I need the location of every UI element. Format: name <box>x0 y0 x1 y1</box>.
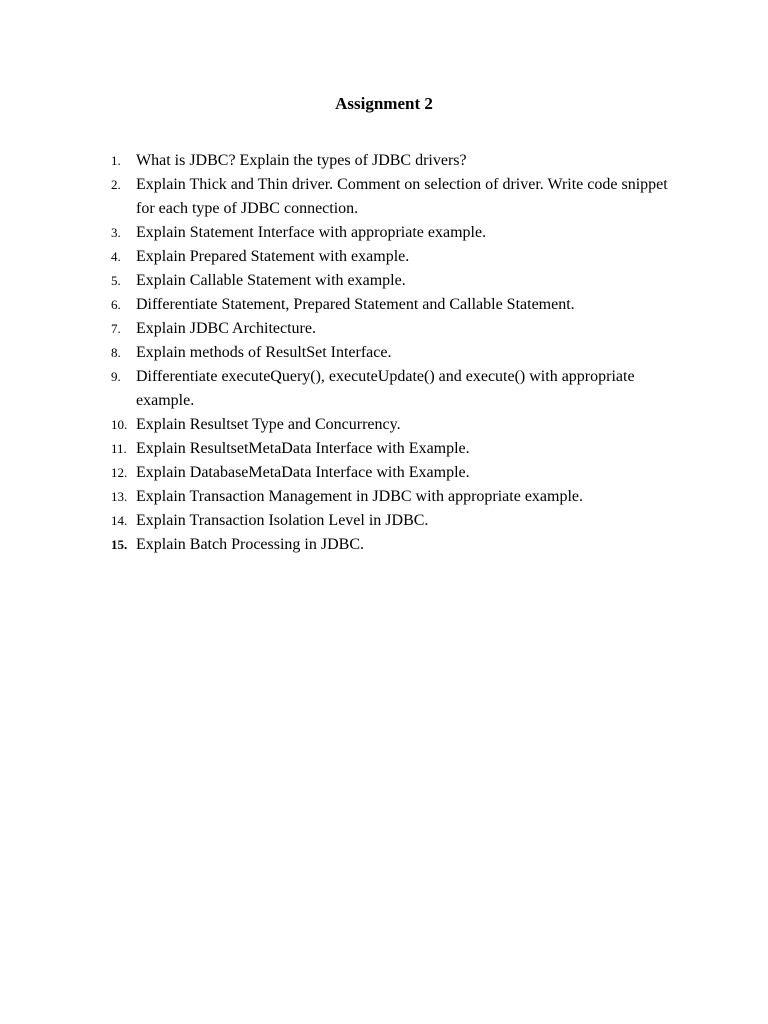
question-text: Explain Batch Processing in JDBC. <box>136 536 364 553</box>
list-item <box>111 533 691 557</box>
question-list <box>111 149 691 557</box>
list-item <box>111 293 691 317</box>
list-item <box>111 509 691 533</box>
question-number: 9. <box>111 369 121 384</box>
question-number: 11. <box>111 441 127 456</box>
question-number: 3. <box>111 225 121 240</box>
question-number: 1. <box>111 153 121 168</box>
list-item <box>111 173 681 221</box>
question-number: 8. <box>111 345 121 360</box>
question-text: Explain Transaction Isolation Level in JDBC. <box>136 512 429 529</box>
question-number: 10. <box>111 417 128 432</box>
question-text: Explain ResultsetMetaData Interface with Example. <box>136 440 470 457</box>
list-item <box>111 437 691 461</box>
question-number: 13. <box>111 489 128 504</box>
question-number: 5. <box>111 273 121 288</box>
question-text: Explain JDBC Architecture. <box>136 320 316 337</box>
question-text: Explain Callable Statement with example. <box>136 272 406 289</box>
list-item <box>111 269 691 293</box>
question-text: Explain Transaction Management in JDBC with appropriate example. <box>136 488 584 505</box>
question-text: Explain Prepared Statement with example. <box>136 248 410 265</box>
question-text: Explain methods of ResultSet Interface. <box>136 344 392 361</box>
question-text: Explain Thick and Thin driver. Comment on selection of driver. Write code snippet for each type of JDBC connection. <box>136 176 668 217</box>
list-item <box>111 341 691 365</box>
question-text: Explain Statement Interface with appropriate example. <box>136 224 487 241</box>
list-item <box>111 365 636 413</box>
question-text: What is JDBC? Explain the types of JDBC drivers? <box>136 152 467 169</box>
question-text: Explain DatabaseMetaData Interface with Example. <box>136 464 470 481</box>
question-number: 15. <box>111 537 128 552</box>
question-number: 7. <box>111 321 121 336</box>
list-item <box>111 485 691 509</box>
list-item <box>111 461 691 485</box>
list-item <box>111 413 691 437</box>
list-item <box>111 149 691 173</box>
list-item <box>111 221 691 245</box>
question-number: 2. <box>111 177 121 192</box>
question-number: 4. <box>111 249 121 264</box>
question-number: 6. <box>111 297 121 312</box>
question-text: Explain Resultset Type and Concurrency. <box>136 416 401 433</box>
list-item <box>111 317 691 341</box>
document-title: Assignment 2 <box>335 94 433 113</box>
question-text: Differentiate executeQuery(), executeUpdate() and execute() with appropriate example. <box>136 368 635 409</box>
question-number: 14. <box>111 513 128 528</box>
question-number: 12. <box>111 465 128 480</box>
question-text: Differentiate Statement, Prepared Statement and Callable Statement. <box>136 296 575 313</box>
list-item <box>111 245 691 269</box>
